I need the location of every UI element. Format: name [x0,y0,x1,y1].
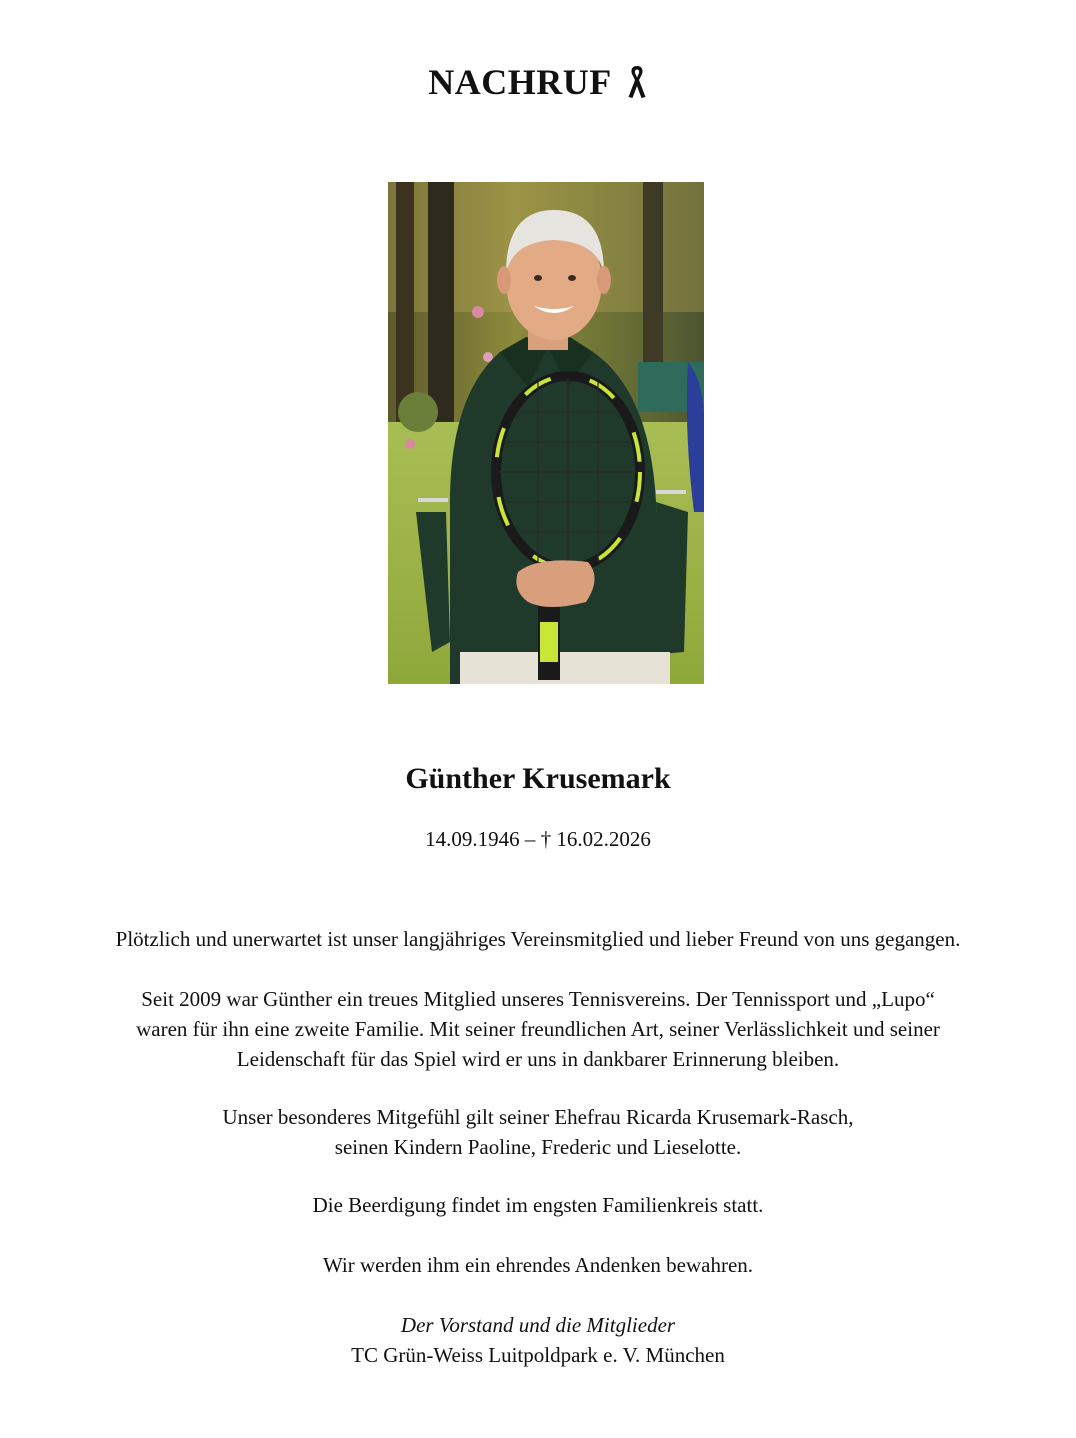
signature-line-board: Der Vorstand und die Mitglieder [400,1313,676,1337]
paragraph-line: Unser besonderes Mitgefühl gilt seiner Ehefrau Ricarda Krusemark-Rasch, [222,1105,854,1129]
page-title [0,58,1076,112]
mourning-ribbon-icon [626,64,648,112]
paragraph-membership [0,984,1076,1074]
paragraph-condolences [0,1102,1076,1162]
portrait-photo [388,182,704,684]
paragraph-intro-text: Plötzlich und unerwartet ist unser langjähriges Vereinsmitglied und lieber Freund von uns gegangen. [115,927,961,951]
page-title-text: NACHRUF [428,62,612,102]
paragraph-line: seinen Kindern Paoline, Frederic und Lieselotte. [334,1135,742,1159]
paragraph-remembrance [0,1250,1076,1280]
signature-block [0,1310,1076,1370]
paragraph-remembrance-text: Wir werden ihm ein ehrendes Andenken bewahren. [322,1253,754,1277]
paragraph-funeral-text: Die Beerdigung findet im engsten Familienkreis statt. [312,1193,764,1217]
signature-line-club: TC Grün-Weiss Luitpoldpark e. V. München [351,1343,725,1367]
paragraph-intro [0,924,1076,954]
paragraph-line: Leidenschaft für das Spiel wird er uns in dankbarer Erinnerung bleiben. [236,1047,840,1071]
person-name: Günther Krusemark [405,762,671,795]
paragraph-line: Seit 2009 war Günther ein treues Mitglied unseres Tennisvereins. Der Tennissport und „Lupo“ [141,987,935,1011]
paragraph-funeral [0,1190,1076,1220]
life-dates: 14.09.1946 – † 16.02.2026 [425,827,651,851]
paragraph-line: waren für ihn eine zweite Familie. Mit seiner freundlichen Art, seiner Verlässlichkeit und seiner [136,1017,940,1041]
